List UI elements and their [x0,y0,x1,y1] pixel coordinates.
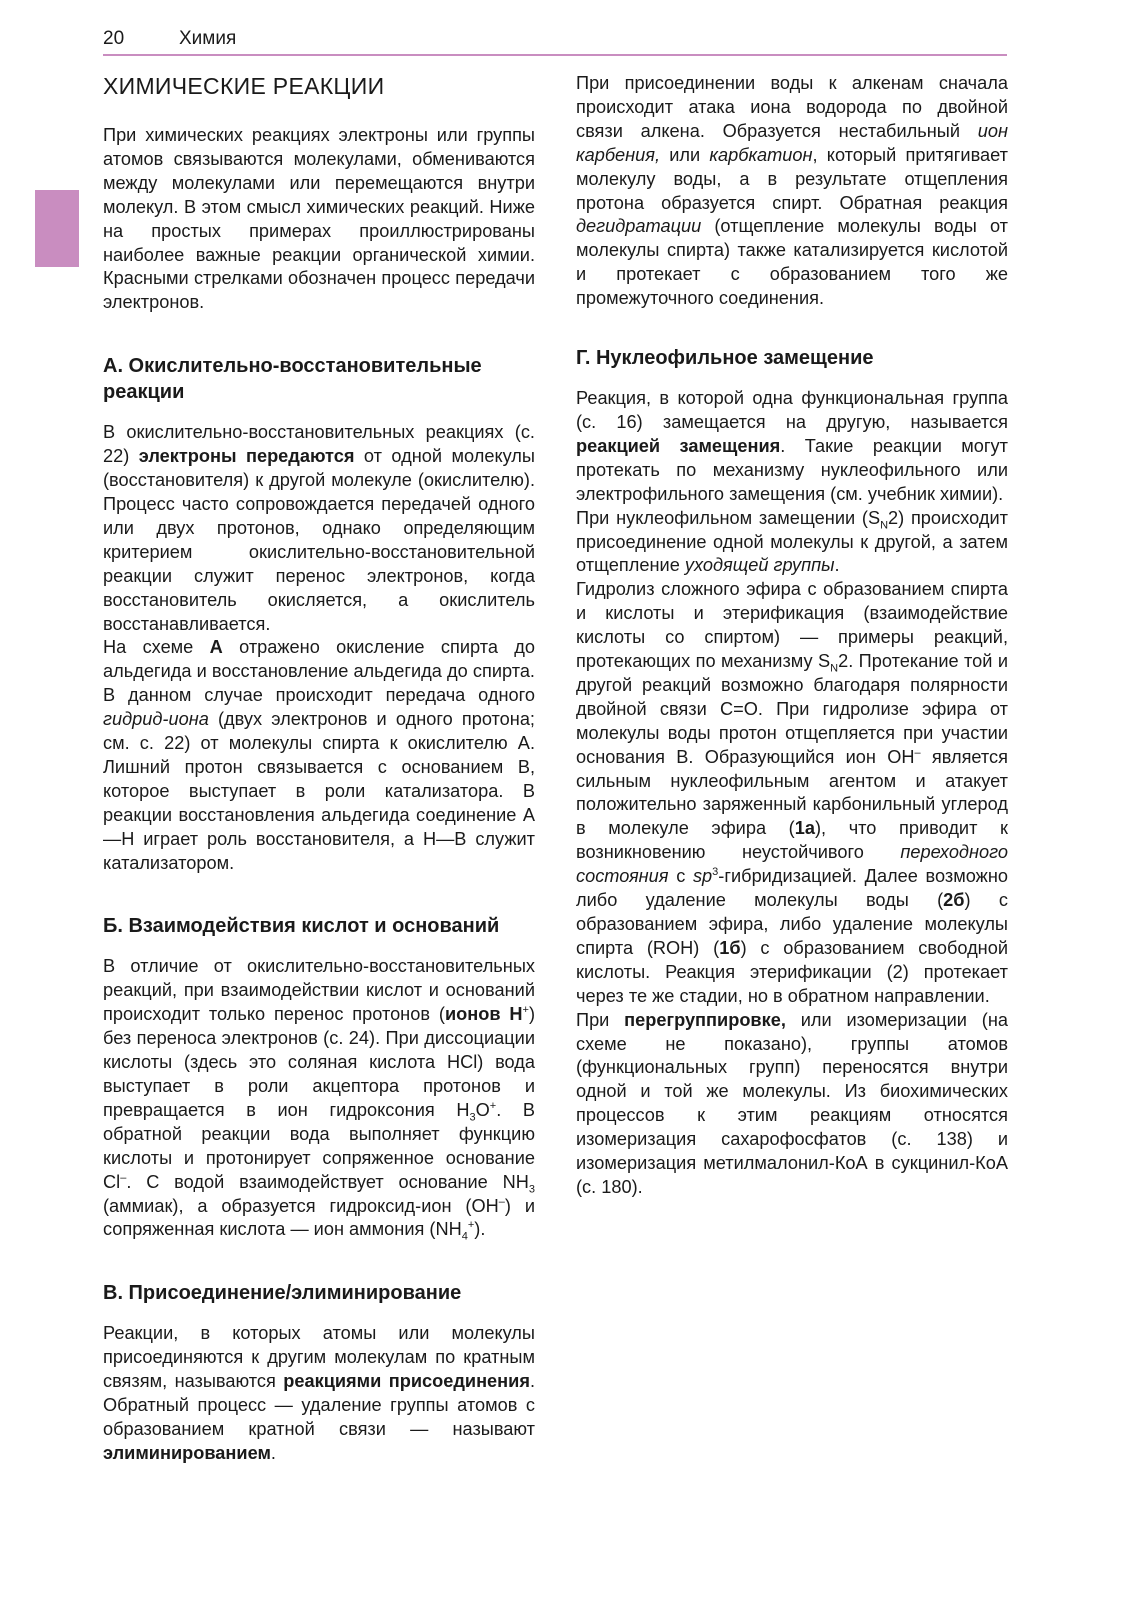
page-number: 20 [103,28,125,49]
paragraph-v: Реакции, в которых атомы или молекулы присоединяются к другим молекулам по кратным связям, называются реакциями присоединения. Обратный процесс — удаление группы атомов с образованием кратной связи — называют элиминированием. [103,1323,536,1463]
paragraph-a1: В окислительно-восстановительных реакциях (с. 22) электроны передаются от одной молекулы (восстановителя) к другой молекуле (окислителю). Процесс часто сопровождается передачей одного или двух протонов, однако определяющим критерием окислительно-восстановительной реакции служит перенос электронов, когда восстановитель окисляется, а окислитель восстанавливается. [103,422,535,634]
left-column [103,72,535,1466]
thumb-tab-marker [35,190,79,267]
intro-paragraph: При химических реакциях электроны или группы атомов связываются молекулами, обмениваются между молекулами или перемещаются внутри молекул. В этом смысл химических реакций. Ниже на простых примерах проиллюстрированы наиболее важные реакции органической химии. Красными стрелками обозначен процесс передачи электронов. [103,125,535,313]
paragraph-g1: Реакция, в которой одна функциональная группа (с. 16) замещается на другую, называется реакцией замещения. Такие реакции могут протекать по механизму нуклеофильного или электрофильного замещения (см. учебник химии). [576,388,1008,504]
section-title: Химия [179,28,237,49]
heading-b: Б. Взаимодействия кислот и оснований [103,915,500,938]
heading-a: А. Окислительно-восстановительные реакции [103,355,482,404]
page-header [103,26,1007,54]
chapter-title: ХИМИЧЕСКИЕ РЕАКЦИИ [103,73,385,99]
paragraph-a2: На схеме А отражено окисление спирта до альдегида и восстановление альдегида до спирта. В данном случае происходит передача одного гидрид-иона (двух электронов и одного протона; см. с. 22) от молекулы спирта к окислителю А. Лишний протон связывается с основанием В, которое выступает в роли катализатора. В реакции восстановления альдегида соединение А—Н играет роль восстановителя, а Н—В служит катализатором. [103,637,535,873]
paragraph-b: В отличие от окислительно-восстановительных реакций, при взаимодействии кислот и оснований происходит только перенос протонов (ионов Н+) без переноса электронов (с. 24). При диссоциации кислоты (здесь это соляная кислота НСl) вода выступает в роли акцептора протонов и превращается в ион гидроксония $H_3O^+$. В обратной реакции вода выполняет функцию кислоты и протонирует сопряженное основание Сl–. С водой взаимодействует основание $NH_3$ (аммиак), а образуется гидроксид-ион (ОН–) и сопряженная кислота — ион аммония $(NH_4^+)$. [103,956,535,1244]
paragraph-g3: Гидролиз сложного эфира с образованием спирта и кислоты и этерификация (взаимодействие кислоты со спиртом) — примеры реакций, протекающих по механизму $S_N2$. Протекание той и другой реакций возможно благодаря полярности двойной связи С=O. При гидролизе эфира от молекулы воды протон отщепляется при участии основания В. Образующийся ион ОН– является сильным нуклеофильным агентом и атакует положительно заряженный карбонильный углерод в молекуле эфира (1а), что приводит к возникновению неустойчивого переходного состояния с $sp^3$-гибридизацией. Далее возможно либо удаление молекулы воды (2б) с образованием эфира, либо удаление молекулы спирта (ROH) (1б) с образованием свободной кислоты. Реакция этерификации (2) протекает через те же стадии, но в обратном направлении. [576,579,1009,1006]
header-rule [103,54,1007,56]
heading-v: В. Присоединение/элиминирование [103,1282,462,1305]
paragraph-v-continued: При присоединении воды к алкенам сначала происходит атака иона водорода по двойной связи алкена. Образуется нестабильный ион карбения, или карбкатион, который притягивает молекулу воды, а в результате отщепления протона образуется спирт. Обратная реакция дегидратации (отщепление молекулы воды от молекулы спирта) также катализируется кислотой и протекает с образованием того же промежуточного соединения. [576,73,1008,309]
right-column [576,72,1008,1200]
paragraph-g4: При перегруппировке, или изомеризации (на схеме не показано), группы атомов (функциональных групп) переносятся внутри одной и той же молекулы. Из биохимических процессов к этим реакциям относятся изомеризация сахарофосфатов (с. 138) и изомеризация метилмалонил-КоА в сукцинил-КоА (с. 180). [576,1009,1008,1197]
paragraph-g2: При нуклеофильном замещении $(S_N2)$ происходит присоединение одной молекулы к другой, а затем отщепление уходящей группы. [576,507,1008,576]
heading-g: Г. Нуклеофильное замещение [576,347,874,370]
